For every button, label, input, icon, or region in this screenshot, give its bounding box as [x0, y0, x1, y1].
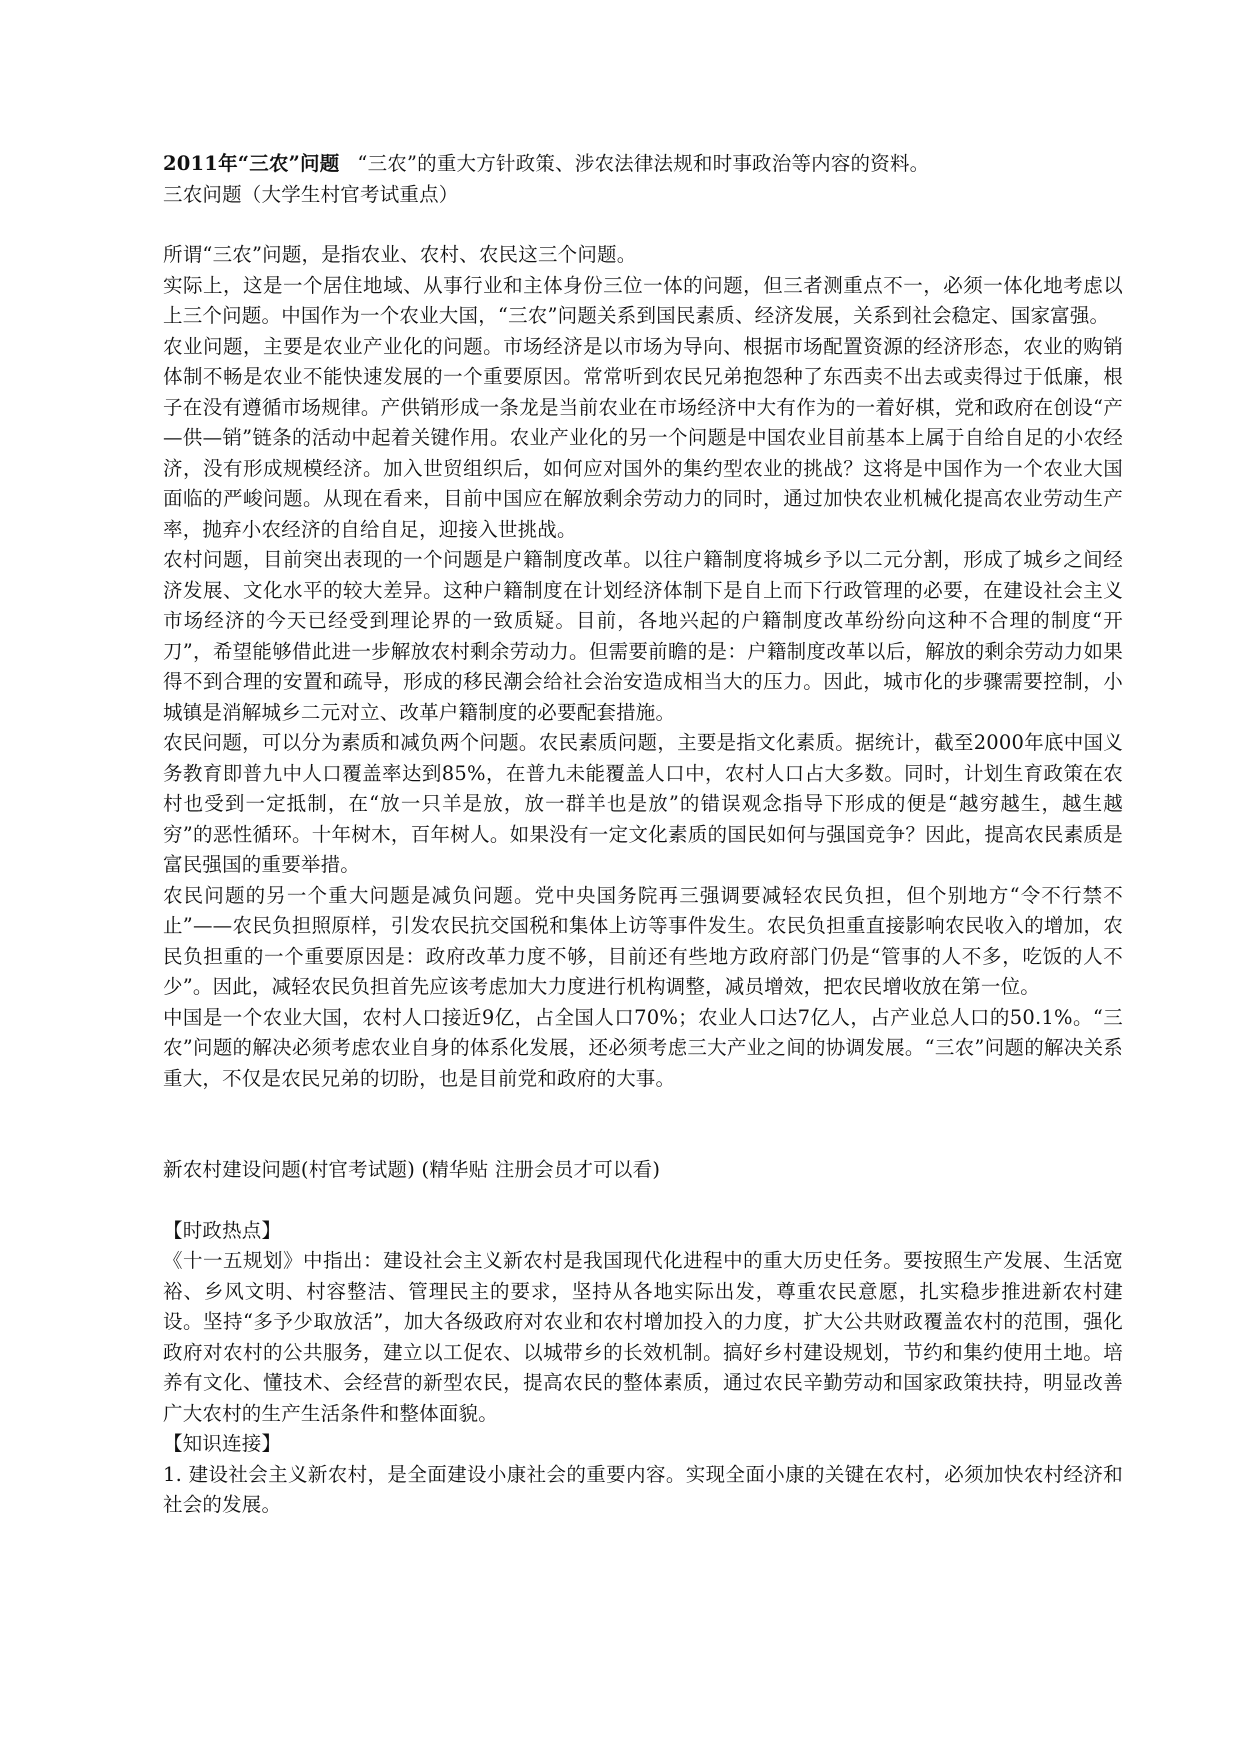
section-heading: 新农村建设问题(村官考试题) (精华贴 注册会员才可以看): [163, 1158, 661, 1181]
knowledge-label: 【知识连接】: [163, 1432, 282, 1455]
document-subtitle: 三农问题（大学生村官考试重点）: [163, 182, 459, 206]
document-title: [163, 149, 1123, 180]
title-year-topic: 2011年“三农”问题: [163, 152, 340, 175]
paragraph-conclusion: 中国是一个农业大国，农村人口接近9亿，占全国人口70%；农业人口达7亿人，占产业总人口的50.1%。“三农”问题的解决必须考虑农业自身的体系化发展，还必须考虑三大产业之间的协调发展。“三农”问题的解决关系重大，不仅是农民兄弟的切盼，也是目前党和政府的大事。: [163, 1005, 1123, 1090]
paragraph-overview: 实际上，这是一个居住地域、从事行业和主体身份三位一体的问题，但三者测重点不一，必须一体化地考虑以上三个问题。中国作为一个农业大国，“三农”问题关系到国民素质、经济发展，关系到社会稳定、国家富强。: [163, 273, 1123, 327]
hot-topic-text: 《十一五规划》中指出：建设社会主义新农村是我国现代化进程中的重大历史任务。要按照生产发展、生活宽裕、乡风文明、村容整洁、管理民主的要求，坚持从各地实际出发，尊重农民意愿，扎实稳步推进新农村建设。坚持“多予少取放活”，加大各级政府对农业和农村增加投入的力度，扩大公共财政覆盖农村的范围，强化政府对农村的公共服务，建立以工促农、以城带乡的长效机制。搞好乡村建设规划，节约和集约使用土地。培养有文化、懂技术、会经营的新型农民，提高农民的整体素质，通过农民辛勤劳动和国家政策扶持，明显改善广大农村的生产生活条件和整体面貌。: [163, 1249, 1123, 1425]
paragraph-definition: 所谓“三农”问题，是指农业、农村、农民这三个问题。: [163, 243, 637, 266]
paragraph-agriculture: 农业问题，主要是农业产业化的问题。市场经济是以市场为导向、根据市场配置资源的经济形态，农业的购销体制不畅是农业不能快速发展的一个重要原因。常常听到农民兄弟抱怨种了东西卖不出去或卖得过于低廉，根子在没有遵循市场规律。产供销形成一条龙是当前农业在市场经济中大有作为的一着好棋，党和政府在创设“产—供—销”链条的活动中起着关键作用。农业产业化的另一个问题是中国农业目前基本上属于自给自足的小农经济，没有形成规模经济。加入世贸组织后，如何应对国外的集约型农业的挑战？这将是中国作为一个农业大国面临的严峻问题。从现在看来，目前中国应在解放剩余劳动力的同时，通过加快农业机械化提高农业劳动生产率，抛弃小农经济的自给自足，迎接入世挑战。: [163, 334, 1123, 541]
knowledge-item: 1. 建设社会主义新农村，是全面建设小康社会的重要内容。实现全面小康的关键在农村，必须加快农村经济和社会的发展。: [163, 1462, 1123, 1516]
hot-topic-label: 【时政热点】: [163, 1218, 282, 1242]
paragraph-farmer-burden: 农民问题的另一个重大问题是减负问题。党中央国务院再三强调要减轻农民负担，但个别地方“令不行禁不止”——农民负担照原样，引发农民抗交国税和集体上访等事件发生。农民负担重直接影响农民收入的增加，农民负担重的一个重要原因是：政府改革力度不够，目前还有些地方政府部门仍是“管事的人不多，吃饭的人不少”。因此，减轻农民负担首先应该考虑加大力度进行机构调整，减员增效，把农民增收放在第一位。: [163, 883, 1123, 998]
spacer: [163, 1186, 1123, 1216]
document-body: [163, 149, 1123, 1521]
title-description: “三农”的重大方针政策、涉农法律法规和时事政治等内容的资料。: [357, 152, 930, 175]
paragraph-farmer-quality: 农民问题，可以分为素质和减负两个问题。农民素质问题，主要是指文化素质。据统计，截至2000年底中国义务教育即普九中人口覆盖率达到85%，在普九未能覆盖人口中，农村人口占大多数。同时，计划生育政策在农村也受到一定抵制，在“放一只羊是放，放一群羊也是放”的错误观念指导下形成的便是“越穷越生，越生越穷”的恶性循环。十年树木，百年树人。如果没有一定文化素质的国民如何与强国竞争？因此，提高农民素质是富民强国的重要举措。: [163, 731, 1123, 876]
paragraph-rural: 农村问题，目前突出表现的一个问题是户籍制度改革。以往户籍制度将城乡予以二元分割，形成了城乡之间经济发展、文化水平的较大差异。这种户籍制度在计划经济体制下是自上而下行政管理的必要，在建设社会主义市场经济的今天已经受到理论界的一致质疑。目前，各地兴起的户籍制度改革纷纷向这种不合理的制度“开刀”，希望能够借此进一步解放农村剩余劳动力。但需要前瞻的是：户籍制度改革以后，解放的剩余劳动力如果得不到合理的安置和疏导，形成的移民潮会给社会治安造成相当大的压力。因此，城市化的步骤需要控制，小城镇是消解城乡二元对立、改革户籍制度的必要配套措施。: [163, 548, 1123, 724]
spacer: [163, 1094, 1123, 1155]
spacer: [163, 210, 1123, 240]
